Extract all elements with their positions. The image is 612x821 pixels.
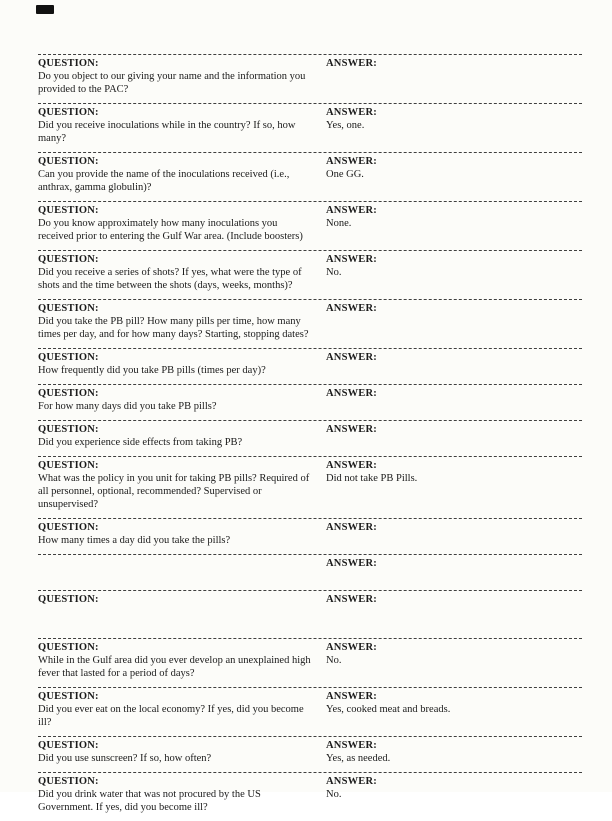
qa-row: [38, 518, 582, 554]
question-column: [38, 690, 325, 729]
answer-text: No.: [326, 267, 342, 278]
answer-column: [325, 57, 582, 96]
answer-label: ANSWER:: [326, 388, 377, 399]
answer-text: Did not take PB Pills.: [326, 473, 418, 484]
question-label: [38, 557, 313, 570]
question-column: [38, 351, 325, 377]
answer-label: ANSWER:: [326, 254, 377, 265]
question-column: [38, 521, 325, 547]
question-label: QUESTION:: [38, 156, 99, 167]
qa-row: [38, 299, 582, 348]
answer-label: ANSWER:: [326, 642, 377, 653]
answer-column: [325, 775, 582, 814]
answer-column: [325, 557, 582, 583]
qa-row: [38, 736, 582, 772]
answer-text: No.: [326, 789, 342, 800]
qa-row: [38, 687, 582, 736]
question-text: How many times a day did you take the pills?: [38, 535, 231, 546]
answer-label: ANSWER:: [326, 776, 377, 787]
question-column: [38, 106, 325, 145]
question-label: QUESTION:: [38, 352, 99, 363]
answer-column: [325, 106, 582, 145]
question-label: QUESTION:: [38, 522, 99, 533]
qa-row: [38, 554, 582, 590]
answer-label: ANSWER:: [326, 58, 377, 69]
answer-column: [325, 521, 582, 547]
question-text: Did you ever eat on the local economy? If yes, did you become ill?: [38, 704, 304, 728]
answer-column: [325, 387, 582, 413]
answer-column: [325, 641, 582, 680]
question-text: Did you receive inoculations while in the country? If so, how many?: [38, 120, 296, 144]
qa-row: [38, 152, 582, 201]
answer-label: ANSWER:: [326, 594, 377, 605]
qa-row: [38, 54, 582, 103]
qa-row: [38, 201, 582, 250]
answer-column: [325, 459, 582, 511]
answer-text: One GG.: [326, 169, 364, 180]
question-text: For how many days did you take PB pills?: [38, 401, 217, 412]
question-label: QUESTION:: [38, 303, 99, 314]
question-column: [38, 459, 325, 511]
question-label: QUESTION:: [38, 107, 99, 118]
answer-column: [325, 302, 582, 341]
question-text: Do you object to our giving your name and the information you provided to the PAC?: [38, 71, 306, 95]
qa-row: [38, 590, 582, 638]
answer-label: ANSWER:: [326, 205, 377, 216]
answer-label: ANSWER:: [326, 303, 377, 314]
answer-label: ANSWER:: [326, 691, 377, 702]
question-label: QUESTION:: [38, 460, 99, 471]
question-label: QUESTION:: [38, 254, 99, 265]
question-column: [38, 739, 325, 765]
answer-label: ANSWER:: [326, 156, 377, 167]
answer-text: Yes, one.: [326, 120, 365, 131]
answer-column: [325, 690, 582, 729]
question-text: Did you receive a series of shots? If yes, what were the type of shots and the time between the shots (days, weeks, months)?: [38, 267, 302, 291]
qa-row: [38, 772, 582, 821]
question-label: QUESTION:: [38, 642, 99, 653]
answer-label: ANSWER:: [326, 107, 377, 118]
answer-column: [325, 423, 582, 449]
question-text: Do you know approximately how many inoculations you received prior to entering the Gulf War area. (Include boosters): [38, 218, 303, 242]
question-label: QUESTION:: [38, 594, 99, 605]
answer-text: None.: [326, 218, 352, 229]
question-column: [38, 387, 325, 413]
question-column: [38, 204, 325, 243]
question-column: [38, 423, 325, 449]
question-label: QUESTION:: [38, 776, 99, 787]
question-column: [38, 253, 325, 292]
question-column: [38, 155, 325, 194]
qa-row: [38, 348, 582, 384]
question-text: What was the policy in you unit for taking PB pills? Required of all personnel, optional, recommended? Supervised or unsupervised?: [38, 473, 310, 510]
question-text: Did you take the PB pill? How many pills per time, how many times per day, and for how many days? Starting, stopping dates?: [38, 316, 309, 340]
question-column: [38, 302, 325, 341]
qa-row: [38, 384, 582, 420]
question-text: Did you use sunscreen? If so, how often?: [38, 753, 212, 764]
answer-text: Yes, as needed.: [326, 753, 391, 764]
answer-column: [325, 155, 582, 194]
answer-text: Yes, cooked meat and breads.: [326, 704, 451, 715]
qa-row: [38, 638, 582, 687]
qa-row: [38, 420, 582, 456]
question-label: QUESTION:: [38, 740, 99, 751]
answer-column: [325, 204, 582, 243]
question-column: [38, 775, 325, 814]
qa-row: [38, 456, 582, 518]
question-column: [38, 593, 325, 631]
question-text: Did you experience side effects from taking PB?: [38, 437, 243, 448]
qa-row: [38, 103, 582, 152]
qa-row: [38, 250, 582, 299]
question-column: [38, 557, 325, 583]
answer-label: ANSWER:: [326, 558, 377, 569]
question-column: [38, 57, 325, 96]
answer-column: [325, 593, 582, 631]
qa-table: [38, 54, 582, 821]
question-label: QUESTION:: [38, 424, 99, 435]
answer-column: [325, 351, 582, 377]
scan-artifact-mark: [36, 5, 54, 14]
answer-label: ANSWER:: [326, 460, 377, 471]
answer-label: ANSWER:: [326, 352, 377, 363]
question-label: QUESTION:: [38, 58, 99, 69]
answer-label: ANSWER:: [326, 424, 377, 435]
answer-column: [325, 253, 582, 292]
answer-label: ANSWER:: [326, 740, 377, 751]
question-text: How frequently did you take PB pills (times per day)?: [38, 365, 266, 376]
question-label: QUESTION:: [38, 388, 99, 399]
question-label: QUESTION:: [38, 205, 99, 216]
question-text: Did you drink water that was not procured by the US Government. If yes, did you become ill?: [38, 789, 261, 813]
question-text: Can you provide the name of the inoculations received (i.e., anthrax, gamma globulin)?: [38, 169, 290, 193]
answer-column: [325, 739, 582, 765]
answer-text: No.: [326, 655, 342, 666]
question-text: While in the Gulf area did you ever develop an unexplained high fever that lasted for a period of days?: [38, 655, 311, 679]
question-column: [38, 641, 325, 680]
answer-label: ANSWER:: [326, 522, 377, 533]
question-label: QUESTION:: [38, 691, 99, 702]
